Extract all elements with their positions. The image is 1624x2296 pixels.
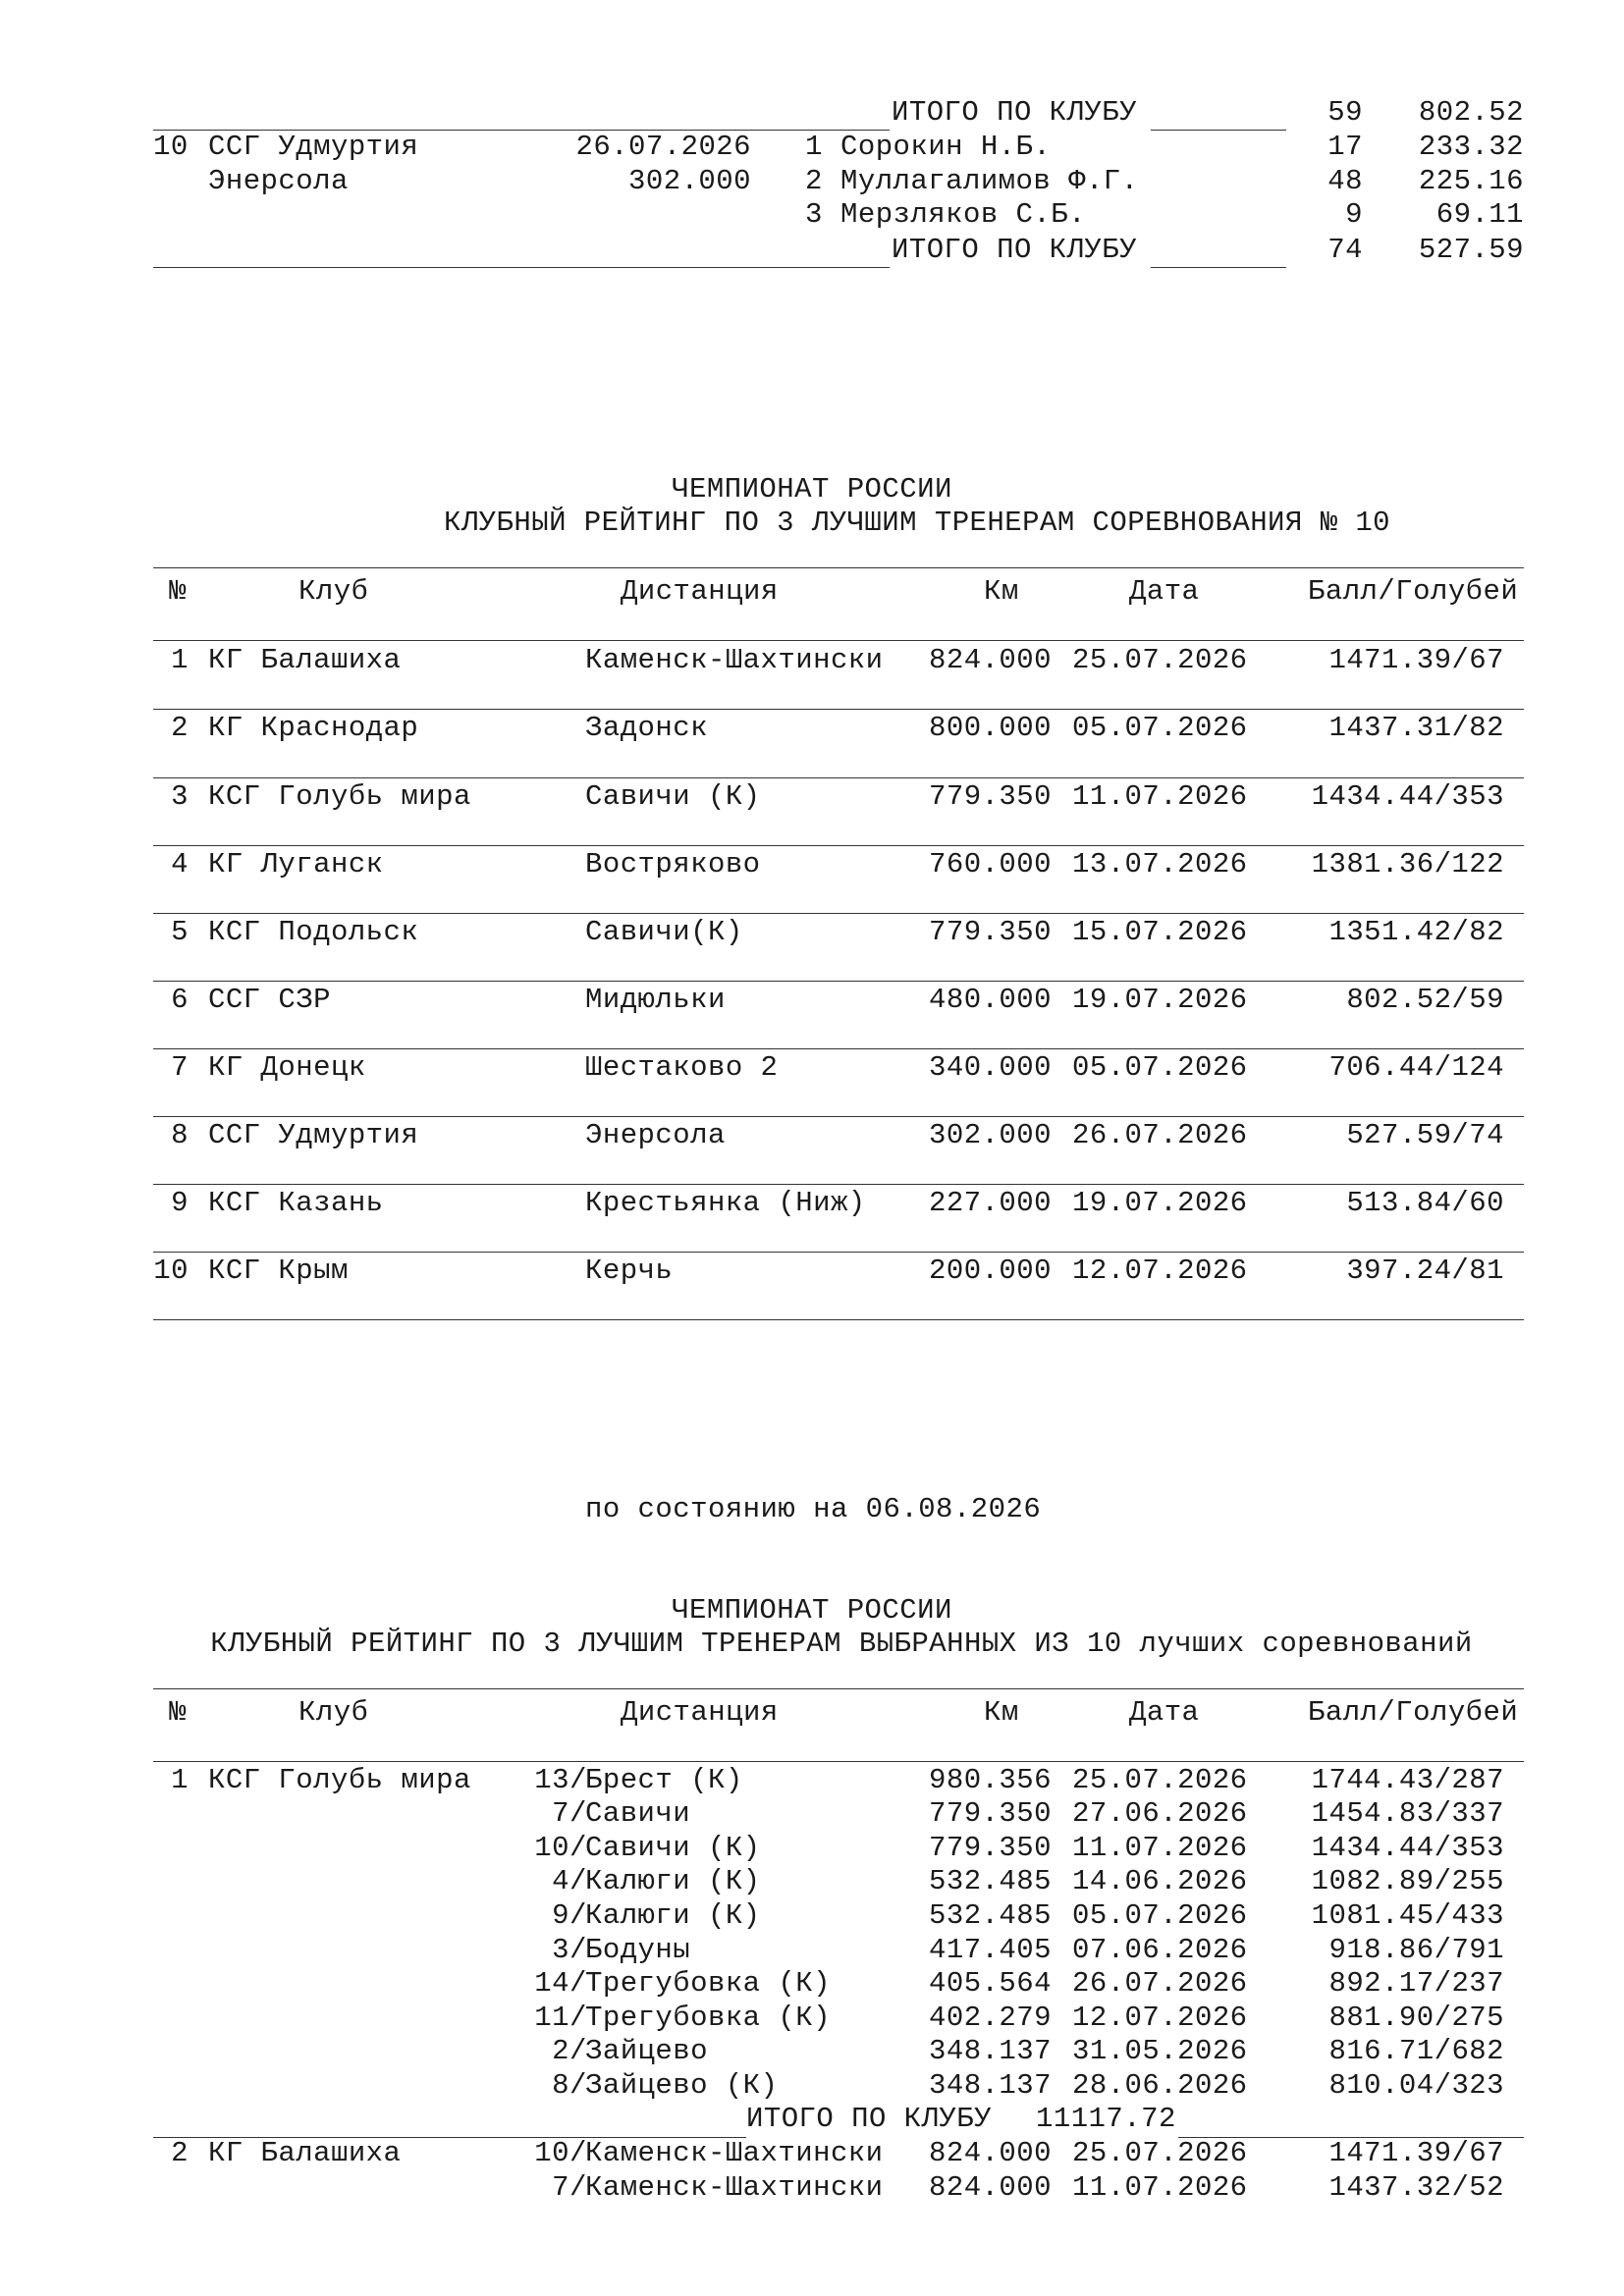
- cell-score: 1081.45/433: [1311, 1899, 1504, 1932]
- cell-km: 779.350: [929, 1832, 1052, 1864]
- cell-distance: Каменск-Шахтински: [585, 2171, 884, 2204]
- cell-slash: /: [569, 1764, 587, 1796]
- cell-race: 7: [552, 1797, 569, 1830]
- coach-points: 69.11: [1435, 198, 1524, 231]
- cell-club: ССГ СЗР: [208, 984, 331, 1016]
- cell-km: 532.485: [929, 1865, 1052, 1897]
- cell-date: 19.07.2026: [1072, 1187, 1248, 1219]
- club-total-birds: 59: [1327, 96, 1363, 129]
- cell-slash: /: [569, 2035, 587, 2067]
- coach-name: Сорокин Н.Б.: [840, 131, 1052, 163]
- cell-club: КСГ Крым: [208, 1255, 349, 1287]
- club-total-label: ИТОГО ПО КЛУБУ: [892, 96, 1137, 129]
- cell-km: 348.137: [929, 2035, 1052, 2067]
- cell-km: 800.000: [929, 712, 1052, 744]
- divider: [1151, 130, 1286, 131]
- race-date: 26.07.2026: [575, 131, 751, 163]
- header-distance: Дистанция: [621, 1696, 779, 1729]
- cell-num: 2: [171, 2137, 189, 2169]
- cell-score: 1744.43/287: [1311, 1764, 1504, 1796]
- cell-race: 10: [534, 2137, 569, 2169]
- cell-score: 1434.44/353: [1311, 1832, 1504, 1864]
- cell-date: 05.07.2026: [1072, 1051, 1248, 1084]
- cell-date: 19.07.2026: [1072, 984, 1248, 1016]
- cell-club: КГ Балашиха: [208, 2137, 402, 2169]
- row-divider: [153, 1252, 1524, 1253]
- club-total-label: ИТОГО ПО КЛУБУ: [892, 234, 1137, 266]
- cell-distance: Крестьянка (Ниж): [585, 1187, 866, 1219]
- status-date: по состоянию на 06.08.2026: [585, 1493, 1042, 1525]
- cell-num: 1: [171, 1764, 189, 1796]
- club-name: ССГ Удмуртия: [208, 131, 419, 163]
- cell-slash: /: [569, 2002, 587, 2034]
- cell-club: КГ Балашиха: [208, 644, 402, 676]
- header-divider: [153, 1761, 1524, 1762]
- club-total-points: 802.52: [1418, 96, 1524, 129]
- cell-km: 824.000: [929, 2137, 1052, 2169]
- cell-race: 3: [552, 1934, 569, 1966]
- cell-date: 05.07.2026: [1072, 712, 1248, 744]
- cell-slash: /: [569, 1967, 587, 2000]
- section-title: ЧЕМПИОНАТ РОССИИ: [672, 1594, 952, 1627]
- cell-club: КСГ Голубь мира: [208, 1764, 471, 1796]
- cell-slash: /: [569, 2137, 587, 2169]
- cell-score: 1437.32/52: [1328, 2171, 1504, 2204]
- cell-km: 779.350: [929, 780, 1052, 813]
- cell-distance: Востряково: [585, 848, 761, 881]
- cell-date: 25.07.2026: [1072, 1764, 1248, 1796]
- cell-num: 4: [171, 848, 189, 881]
- coach-num: 2: [805, 165, 823, 197]
- club-total-birds: 74: [1327, 234, 1363, 266]
- cell-date: 11.07.2026: [1072, 1832, 1248, 1864]
- cell-club: КСГ Подольск: [208, 916, 419, 948]
- cell-distance: Брест (К): [585, 1764, 743, 1796]
- cell-race: 7: [552, 2171, 569, 2204]
- header-date: Дата: [1129, 1696, 1200, 1729]
- section-subtitle: КЛУБНЫЙ РЕЙТИНГ ПО 3 ЛУЧШИМ ТРЕНЕРАМ ВЫБРАННЫХ ИЗ 10 лучших соревнований: [210, 1628, 1473, 1660]
- cell-club: КГ Донецк: [208, 1051, 366, 1084]
- cell-km: 340.000: [929, 1051, 1052, 1084]
- cell-race: 13: [534, 1764, 569, 1796]
- cell-km: 405.564: [929, 1967, 1052, 2000]
- cell-race: 4: [552, 1865, 569, 1897]
- cell-km: 824.000: [929, 2171, 1052, 2204]
- cell-km: 402.279: [929, 2002, 1052, 2034]
- cell-score: 1471.39/67: [1328, 2137, 1504, 2169]
- header-divider: [153, 640, 1524, 641]
- cell-date: 31.05.2026: [1072, 2035, 1248, 2067]
- cell-score: 816.71/682: [1328, 2035, 1504, 2067]
- cell-num: 1: [171, 644, 189, 676]
- header-score: Балл/Голубей: [1308, 575, 1519, 608]
- cell-km: 227.000: [929, 1187, 1052, 1219]
- cell-race: 8: [552, 2069, 569, 2102]
- cell-date: 11.07.2026: [1072, 780, 1248, 813]
- cell-date: 15.07.2026: [1072, 916, 1248, 948]
- cell-distance: Каменск-Шахтински: [585, 644, 884, 676]
- header-date: Дата: [1129, 575, 1200, 608]
- header-club: Клуб: [298, 1696, 369, 1729]
- cell-num: 7: [171, 1051, 189, 1084]
- cell-score: 802.52/59: [1346, 984, 1504, 1016]
- cell-slash: /: [569, 1865, 587, 1897]
- cell-date: 25.07.2026: [1072, 644, 1248, 676]
- coach-birds: 17: [1327, 131, 1363, 163]
- cell-race: 14: [534, 1967, 569, 2000]
- cell-slash: /: [569, 1797, 587, 1830]
- row-divider: [153, 1184, 1524, 1185]
- cell-km: 302.000: [929, 1119, 1052, 1151]
- cell-num: 3: [171, 780, 189, 813]
- cell-distance: Калюги (К): [585, 1899, 761, 1932]
- cell-distance: Зайцево: [585, 2035, 708, 2067]
- cell-club: КГ Краснодар: [208, 712, 419, 744]
- cell-date: 27.06.2026: [1072, 1797, 1248, 1830]
- coach-num: 3: [805, 198, 823, 231]
- header-distance: Дистанция: [621, 575, 779, 608]
- cell-score: 892.17/237: [1328, 1967, 1504, 2000]
- cell-distance: Каменск-Шахтински: [585, 2137, 884, 2169]
- cell-num: 5: [171, 916, 189, 948]
- cell-date: 07.06.2026: [1072, 1934, 1248, 1966]
- cell-num: 2: [171, 712, 189, 744]
- cell-score: 397.24/81: [1346, 1255, 1504, 1287]
- cell-score: 513.84/60: [1346, 1187, 1504, 1219]
- cell-distance: Зайцево (К): [585, 2069, 779, 2102]
- cell-distance: Трегубовка (К): [585, 1967, 831, 2000]
- cell-slash: /: [569, 2171, 587, 2204]
- cell-date: 11.07.2026: [1072, 2171, 1248, 2204]
- cell-race: 9: [552, 1899, 569, 1932]
- cell-score: 918.86/791: [1328, 1934, 1504, 1966]
- cell-score: 1082.89/255: [1311, 1865, 1504, 1897]
- cell-distance: Энерсола: [585, 1119, 726, 1151]
- cell-km: 824.000: [929, 644, 1052, 676]
- section-title: ЧЕМПИОНАТ РОССИИ: [672, 473, 952, 506]
- header-score: Балл/Голубей: [1308, 1696, 1519, 1729]
- cell-date: 13.07.2026: [1072, 848, 1248, 881]
- coach-birds: 48: [1327, 165, 1363, 197]
- cell-date: 26.07.2026: [1072, 1967, 1248, 2000]
- cell-score: 527.59/74: [1346, 1119, 1504, 1151]
- row-divider: [153, 913, 1524, 914]
- release-point: Энерсола: [208, 165, 349, 197]
- table-bottom-border: [153, 1319, 1524, 1320]
- coach-points: 233.32: [1418, 131, 1524, 163]
- cell-km: 200.000: [929, 1255, 1052, 1287]
- row-divider: [153, 777, 1524, 778]
- cell-race: 10: [534, 1832, 569, 1864]
- cell-distance: Савичи(К): [585, 916, 743, 948]
- club-place: 10: [153, 131, 189, 163]
- cell-date: 12.07.2026: [1072, 2002, 1248, 2034]
- cell-date: 05.07.2026: [1072, 1899, 1248, 1932]
- cell-race: 11: [534, 2002, 569, 2034]
- cell-km: 760.000: [929, 848, 1052, 881]
- table-top-border: [153, 1688, 1524, 1689]
- header-club: Клуб: [298, 575, 369, 608]
- cell-km: 779.350: [929, 916, 1052, 948]
- club-total-label: ИТОГО ПО КЛУБУ: [746, 2103, 992, 2135]
- cell-distance: Калюги (К): [585, 1865, 761, 1897]
- cell-score: 706.44/124: [1328, 1051, 1504, 1084]
- cell-score: 810.04/323: [1328, 2069, 1504, 2102]
- club-total-points: 527.59: [1418, 234, 1524, 266]
- cell-club: КСГ Казань: [208, 1187, 384, 1219]
- row-divider: [153, 1048, 1524, 1049]
- cell-km: 417.405: [929, 1934, 1052, 1966]
- cell-distance: Трегубовка (К): [585, 2002, 831, 2034]
- cell-date: 26.07.2026: [1072, 1119, 1248, 1151]
- coach-name: Муллагалимов Ф.Г.: [840, 165, 1139, 197]
- cell-score: 1454.83/337: [1311, 1797, 1504, 1830]
- cell-date: 28.06.2026: [1072, 2069, 1248, 2102]
- cell-num: 8: [171, 1119, 189, 1151]
- cell-date: 14.06.2026: [1072, 1865, 1248, 1897]
- header-num: №: [169, 575, 187, 608]
- cell-score: 1471.39/67: [1328, 644, 1504, 676]
- row-divider: [153, 981, 1524, 982]
- cell-date: 25.07.2026: [1072, 2137, 1248, 2169]
- cell-club: КСГ Голубь мира: [208, 780, 471, 813]
- cell-distance: Савичи: [585, 1797, 691, 1830]
- cell-distance: Савичи (К): [585, 1832, 761, 1864]
- cell-score: 881.90/275: [1328, 2002, 1504, 2034]
- cell-score: 1381.36/122: [1311, 848, 1504, 881]
- coach-birds: 9: [1345, 198, 1363, 231]
- coach-points: 225.16: [1418, 165, 1524, 197]
- cell-date: 12.07.2026: [1072, 1255, 1248, 1287]
- cell-distance: Задонск: [585, 712, 708, 744]
- cell-distance: Мидюльки: [585, 984, 726, 1016]
- cell-score: 1434.44/353: [1311, 780, 1504, 813]
- header-num: №: [169, 1696, 187, 1729]
- cell-score: 1437.31/82: [1328, 712, 1504, 744]
- cell-club: ССГ Удмуртия: [208, 1119, 419, 1151]
- cell-score: 1351.42/82: [1328, 916, 1504, 948]
- cell-km: 779.350: [929, 1797, 1052, 1830]
- cell-num: 10: [153, 1255, 189, 1287]
- race-km: 302.000: [628, 165, 751, 197]
- cell-distance: Савичи (К): [585, 780, 761, 813]
- table-top-border: [153, 567, 1524, 568]
- club-total-value: 11117.72: [1036, 2103, 1176, 2135]
- cell-slash: /: [569, 1899, 587, 1932]
- cell-distance: Керчь: [585, 1255, 674, 1287]
- section-subtitle: КЛУБНЫЙ РЕЙТИНГ ПО 3 ЛУЧШИМ ТРЕНЕРАМ СОРЕВНОВАНИЯ № 10: [443, 507, 1391, 539]
- cell-club: КГ Луганск: [208, 848, 384, 881]
- header-km: Км: [984, 575, 1019, 608]
- cell-km: 980.356: [929, 1764, 1052, 1796]
- coach-num: 1: [805, 131, 823, 163]
- header-km: Км: [984, 1696, 1019, 1729]
- cell-slash: /: [569, 1832, 587, 1864]
- row-divider: [153, 845, 1524, 846]
- divider: [153, 267, 890, 268]
- row-divider: [153, 709, 1524, 710]
- cell-race: 2: [552, 2035, 569, 2067]
- cell-distance: Бодуны: [585, 1934, 691, 1966]
- cell-num: 6: [171, 984, 189, 1016]
- cell-slash: /: [569, 1934, 587, 1966]
- row-divider: [153, 1116, 1524, 1117]
- cell-km: 480.000: [929, 984, 1052, 1016]
- divider: [1151, 267, 1286, 268]
- cell-km: 348.137: [929, 2069, 1052, 2102]
- cell-km: 532.485: [929, 1899, 1052, 1932]
- cell-num: 9: [171, 1187, 189, 1219]
- cell-slash: /: [569, 2069, 587, 2102]
- cell-distance: Шестаково 2: [585, 1051, 779, 1084]
- coach-name: Мерзляков С.Б.: [840, 198, 1086, 231]
